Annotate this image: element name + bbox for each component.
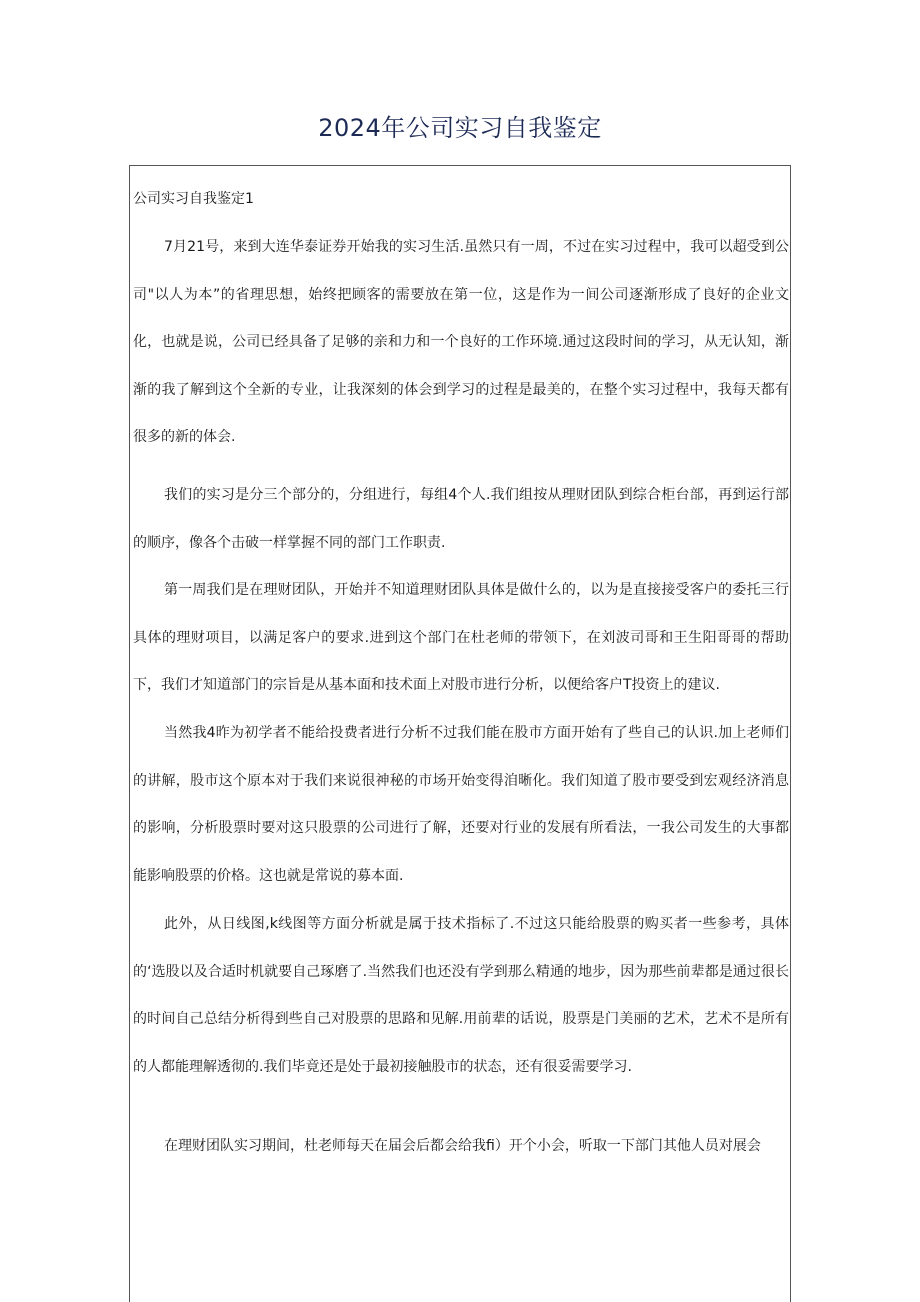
paragraph-6: 在理财团队实习期间，杜老师每天在届会后都会给我fi）开个小会，听取一下部门其他人员对展会 — [164, 1138, 761, 1154]
section-heading: 公司实习自我鉴定1 — [133, 191, 254, 207]
paragraph-5: 此外，从日线图,k线图等方面分析就是属于技术指标了.不过这只能给股票的购买者一些参考，具体的‘选股以及合适时机就要自己琢磨了.当然我们也还没有学到那么精通的地步，因为那些前辈都是通过很长的时间自己总结分析得到些自己对股票的思路和见解.用前辈的话说，股票是门美丽的艺术，艺术不是所有的人都能理解透彻的.我们毕竟还是处于最初接触股市的状态，还有很妥需要学习. — [133, 916, 789, 1075]
paragraph-4: 当然我4昨为初学者不能给投费者进行分析不过我们能在股市方面开始有了些自己的认识.加上老师们的讲解，股市这个原本对于我们来说很神秘的市场开始变得洎晰化。我们知道了股市要受到宏观经济消息的影响，分析股票时要对这只股票的公司进行了解，还要对行业的发展有所看法，一我公司发生的大事都能影响股票的价格。这也就是常说的募本面. — [133, 725, 789, 884]
document-body — [129, 165, 791, 1302]
paragraph-1: 7月21号，来到大连华泰证券开始我的实习生活.虽然只有一周，不过在实习过程中，我可以超受到公司"以人为本”的省理思想，始终把顾客的需要放在第一位，这是作为一间公司逐渐形成了良好的企业文化，也就是说，公司已经具备了足够的亲和力和一个良好的工作环境.通过这段时间的学习，从无认知，渐渐的我了解到这个全新的专业，让我深刻的体会到学习的过程是最美的，在整个实习过程中，我每天都有很多的新的体会. — [133, 239, 789, 446]
paragraph-3: 第一周我们是在理财团队，开始并不知道理财团队具体是做什么的，以为是直接接受客户的委托三行具体的理财项目，以满足客户的要求.进到这个部门在杜老师的带领下，在刘波司哥和王生阳哥哥的帮助下，我们才知道部门的宗旨是从基本面和技术面上对股市进行分析，以便给客户T投资上的建议. — [133, 582, 789, 694]
document-title: 2024年公司实习自我鉴定 — [318, 114, 602, 142]
paragraph-2: 我们的实习是分三个部分的，分组进行，每组4个人.我们组按从理财团队到综合柜台部，再到运行部的顺序，像各个击破一样掌握不同的部门工作职责. — [133, 487, 789, 551]
